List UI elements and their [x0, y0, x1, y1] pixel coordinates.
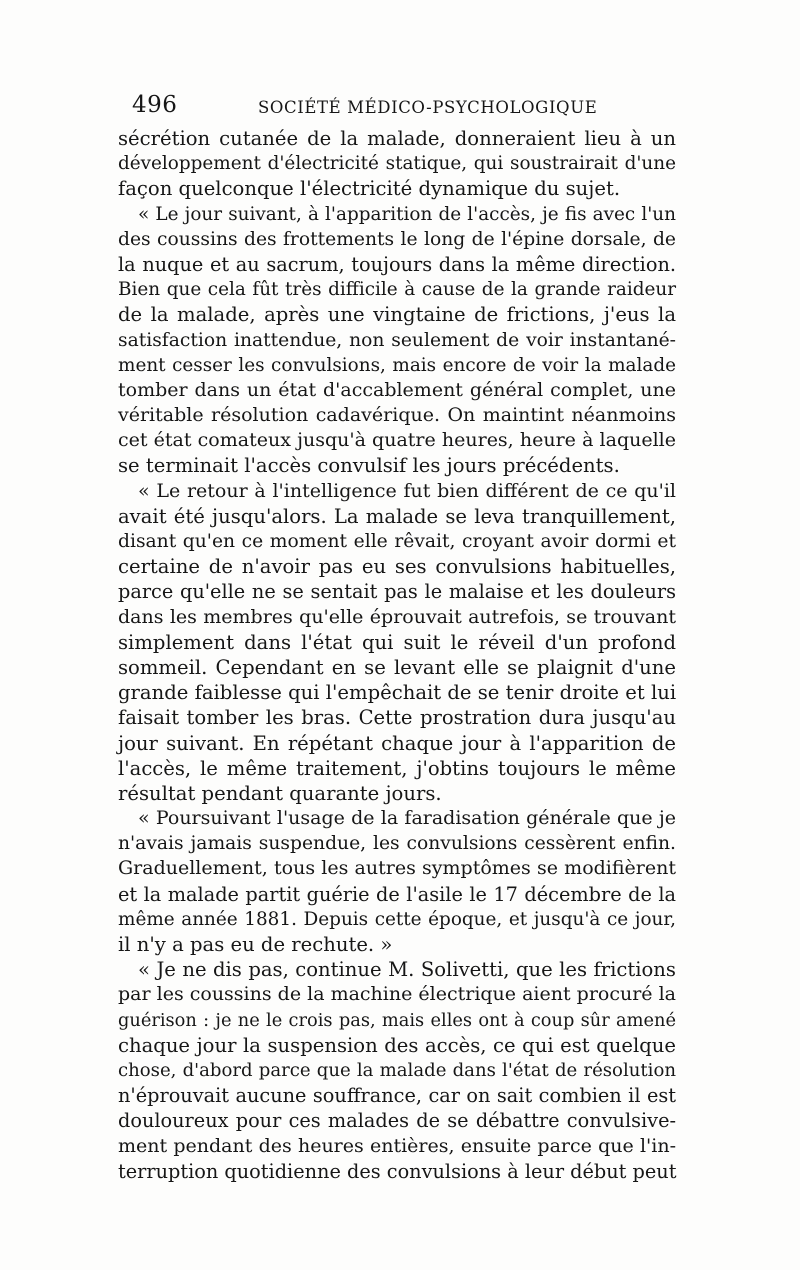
text-line: façon quelconque l'électricité dynamique du sujet. — [118, 177, 621, 201]
text-line: « Le retour à l'intelligence fut bien différent de ce qu'il — [138, 479, 676, 502]
page-number: 496 — [132, 92, 178, 118]
text-line: terruption quotidienne des convulsions à leur début peut — [118, 1159, 677, 1183]
text-line: avait été jusqu'alors. La malade se leva tranquillement, — [118, 504, 676, 528]
text-line: il n'y a pas eu de rechute. » — [118, 933, 393, 956]
text-line: de la malade, après une vingtaine de frictions, j'eus la — [118, 303, 676, 327]
text-line: véritable résolution cadavérique. On maintint néanmoins — [118, 404, 676, 427]
text-line: satisfaction inattendue, non seulement de voir instantané- — [118, 329, 676, 351]
text-line: faisait tomber les bras. Cette prostration dura jusqu'au — [118, 706, 676, 730]
text-line: même année 1881. Depuis cette époque, et jusqu'à ce jour, — [118, 908, 676, 930]
text-line: l'accès, le même traitement, j'obtins toujours le même — [118, 756, 676, 780]
text-line: tomber dans un état d'accablement général complet, une — [118, 378, 676, 401]
text-line: résultat pendant quarante jours. — [118, 781, 442, 805]
text-line: développement d'électricité statique, qui soustrairait d'une — [118, 153, 676, 175]
text-line: des coussins des frottements le long de l'épine dorsale, de — [118, 228, 676, 250]
text-line: dans les membres qu'elle éprouvait autrefois, se trouvant — [118, 605, 676, 628]
text-line: « Le jour suivant, à l'apparition de l'accès, je fis avec l'un — [138, 203, 676, 225]
text-line: douloureux pour ces malades de se débattre convulsive- — [118, 1109, 676, 1133]
running-head — [130, 88, 678, 122]
text-line: « Je ne dis pas, continue M. Solivetti, que les frictions — [138, 958, 676, 982]
text-line: chaque jour la suspension des accès, ce qui est quelque — [118, 1033, 676, 1057]
text-line: disant qu'en ce moment elle rêvait, croyant avoir dormi et — [118, 531, 676, 552]
text-line: et la malade partit guérie de l'asile le 17 décembre de la — [118, 882, 676, 906]
text-line: se terminait l'accès convulsif les jours précédents. — [118, 454, 620, 478]
text-line: grande faiblesse qui l'empêchait de se tenir droite et lui — [118, 681, 677, 705]
text-line: n'éprouvait aucune souffrance, car on sait combien il est — [118, 1084, 676, 1108]
text-line: ment pendant des heures entières, ensuite parce que l'in- — [118, 1134, 676, 1157]
text-line: Graduellement, tous les autres symptômes se modifièrent — [118, 857, 676, 880]
text-line: certaine de n'avoir pas eu ses convulsions habituelles, — [118, 555, 676, 579]
text-line: par les coussins de la machine électrique aient procuré la — [118, 983, 676, 1006]
text-line: sécrétion cutanée de la malade, donneraient lieu à un — [118, 127, 676, 150]
text-line: guérison : je ne le crois pas, mais elles ont à coup sûr amené — [118, 1009, 676, 1031]
text-line: Bien que cela fût très difficile à cause de la grande raideur — [118, 279, 676, 301]
body-text — [118, 126, 676, 1184]
journal-title: SOCIÉTÉ MÉDICO-PSYCHOLOGIQUE — [258, 98, 598, 117]
text-line: chose, d'abord parce que la malade dans l'état de résolution — [118, 1059, 676, 1081]
text-line: parce qu'elle ne se sentait pas le malaise et les douleurs — [118, 580, 676, 604]
text-line: ment cesser les convulsions, mais encore de voir la malade — [118, 354, 676, 376]
text-line: la nuque et au sacrum, toujours dans la même direction. — [118, 252, 676, 276]
text-line: simplement dans l'état qui suit le réveil d'un profond — [118, 630, 676, 654]
text-line: n'avais jamais suspendue, les convulsions cessèrent enfin. — [118, 833, 676, 855]
text-line: jour suivant. En répétant chaque jour à l'apparition de — [118, 731, 676, 755]
text-line: « Poursuivant l'usage de la faradisation générale que je — [138, 807, 676, 830]
text-line: sommeil. Cependant en se levant elle se plaignit d'une — [118, 655, 676, 679]
text-line: cet état comateux jusqu'à quatre heures, heure à laquelle — [118, 429, 676, 452]
